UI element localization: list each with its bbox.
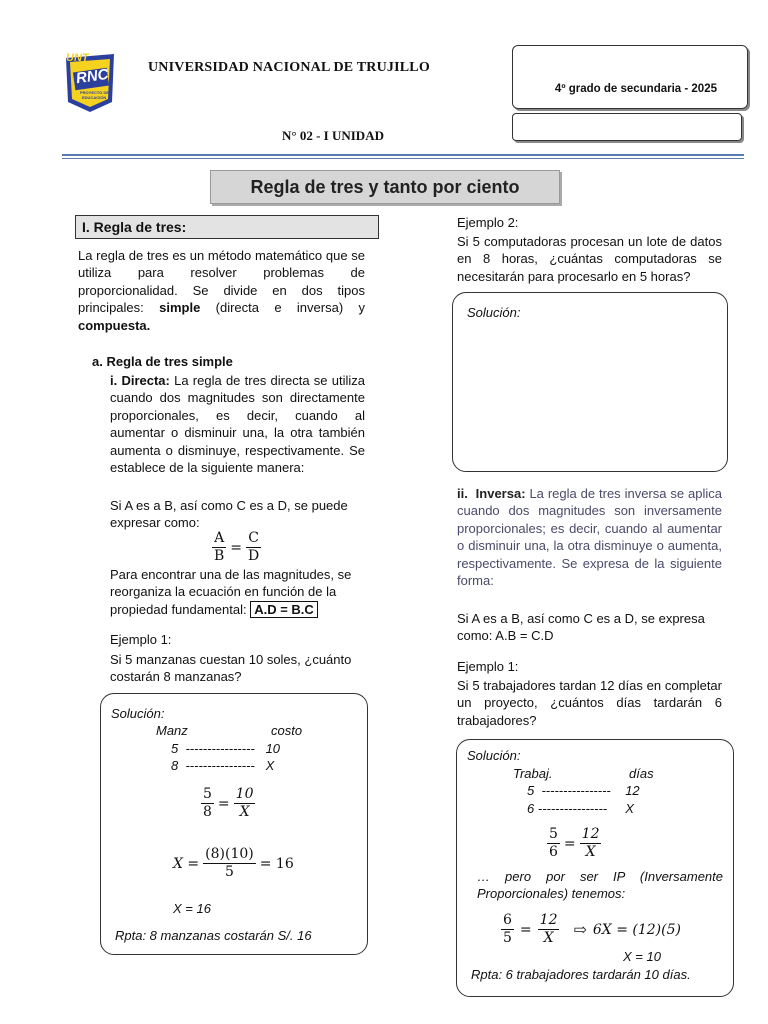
- rhs-equation: 6X = (12)(5): [592, 921, 681, 938]
- inversa-number: ii.: [457, 486, 468, 501]
- inversa-line2: Si A es a B, así como C es a D, se expresa como: A.B = C.D: [457, 611, 705, 644]
- subsection-a: a. Regla de tres simple: [92, 354, 233, 369]
- logo-sub-text-2: EDUCACIÓN: [82, 95, 107, 100]
- intro-text-1: La regla de tres es un método matemático que se utiliza para resolver problemas de proporcionalidad. Se divide en dos tipos principales:: [78, 248, 365, 316]
- solution-box-2: [452, 292, 728, 472]
- example1-text: Si 5 manzanas cuestan 10 soles, ¿cuánto costarán 8 manzanas?: [110, 652, 352, 685]
- col-dias: días: [629, 766, 654, 781]
- fraction-equation: $\frac{5}{6}$ = $\frac{12}{X}$: [549, 826, 600, 860]
- col-manz: Manz: [156, 723, 188, 738]
- table-row: 8 ---------------- X: [171, 758, 275, 773]
- inversa-label: Inversa:: [475, 486, 526, 501]
- directa-text: La regla de tres directa se utiliza cuando dos magnitudes son directamente proporcionales, es decir, cuando al aumentar o disminuir una, la otra también aumenta o disminuye, respectivamente. Se establece de la siguiente manera:: [110, 373, 365, 476]
- reorganize-paragraph: [110, 566, 365, 618]
- example2-title: Ejemplo 2:: [457, 215, 519, 230]
- unit-label: N° 02 - I UNIDAD: [282, 128, 384, 143]
- answer-text: Rpta: 8 manzanas costarán S/. 16: [115, 928, 312, 943]
- university-logo: [60, 50, 120, 114]
- example2-text: Si 5 computadoras procesan un lote de datos en 8 horas, ¿cuántas computadoras se necesitarán para procesarlo en 5 horas?: [457, 234, 722, 284]
- fraction-equation: $\frac{5}{8}$ = $\frac{10}{X}$: [203, 786, 254, 820]
- equals-sign: =: [230, 539, 243, 556]
- intro-paragraph: [78, 247, 365, 334]
- page-title: Regla de tres y tanto por ciento: [210, 170, 560, 204]
- grade-box: [512, 45, 748, 109]
- reorganize-text: Para encontrar una de las magnitudes, se reorganiza la ecuación en función de la propiedad fundamental:: [110, 567, 352, 617]
- table-row: 6 ---------------- X: [527, 801, 634, 816]
- inversa-text: La regla de tres inversa se aplica cuando dos magnitudes son inversamente proporcionales; es decir, cuando al aumentar o disminuir una, la otra disminuye o aumenta, respectivamente. Se expresa de la siguiente forma:: [457, 486, 722, 589]
- intro-text-2: (directa e inversa) y: [200, 300, 365, 316]
- section-heading: I. Regla de tres:: [75, 215, 379, 239]
- intro-compuesta: compuesta.: [78, 317, 151, 333]
- solution-box-1: [100, 693, 368, 955]
- directa-line2: Si A es a B, así como C es a D, se puede expresar como:: [110, 498, 348, 531]
- example1-title: Ejemplo 1:: [110, 632, 172, 647]
- intro-simple: simple: [159, 300, 201, 316]
- inverse-equation: $\frac{6}{5}$ = $\frac{12}{X}$ ⇨ 6X = (12)(5): [503, 912, 681, 946]
- directa-label: i. Directa:: [110, 373, 170, 388]
- solution-label: Solución:: [111, 706, 165, 721]
- x-result: X = 10: [623, 949, 661, 964]
- inversa-paragraph: [457, 485, 722, 589]
- property-box: A.D = B.C: [250, 601, 318, 618]
- proportion-formula: [212, 530, 261, 565]
- logo-main-text: RNC: [74, 65, 110, 88]
- logo-sub-text-1: PROYECTO DE: [80, 90, 110, 95]
- solution-equation: X = $\frac{(8)(10)}{5}$ = 16: [173, 846, 294, 880]
- answer-text: Rpta: 6 trabajadores tardarán 10 días.: [471, 967, 691, 982]
- example3-text: Si 5 trabajadores tardan 12 días en completar un proyecto, ¿cuántos días tardarán 6 trabajadores?: [457, 678, 722, 728]
- solution-label: Solución:: [467, 748, 521, 763]
- blank-box: [512, 113, 742, 141]
- ip-note: … pero por ser IP (Inversamente Proporcionales) tenemos:: [477, 869, 723, 902]
- university-name: UNIVERSIDAD NACIONAL DE TRUJILLO: [148, 60, 430, 75]
- logo-top-text: UNT: [66, 52, 89, 64]
- grade-text: 4º grado de secundaria - 2025: [554, 83, 717, 95]
- header-rule: [62, 154, 744, 156]
- fraction-c-d: $\frac{C}{D}$: [248, 530, 260, 564]
- table-row: 5 ---------------- 10: [171, 741, 281, 756]
- x-result: X = 16: [173, 901, 211, 916]
- example3-title: Ejemplo 1:: [457, 659, 519, 674]
- col-costo: costo: [271, 723, 303, 738]
- table-row: 5 ---------------- 12: [527, 783, 640, 798]
- arrow-icon: ⇨: [573, 920, 587, 939]
- fraction-a-b: $\frac{A}{B}$: [214, 530, 225, 564]
- solution-box-3: [456, 739, 734, 997]
- solution-label: Solución:: [467, 305, 521, 320]
- directa-paragraph: [110, 372, 365, 476]
- col-trabaj: Trabaj.: [513, 766, 553, 781]
- header-rule-thin: [62, 158, 744, 159]
